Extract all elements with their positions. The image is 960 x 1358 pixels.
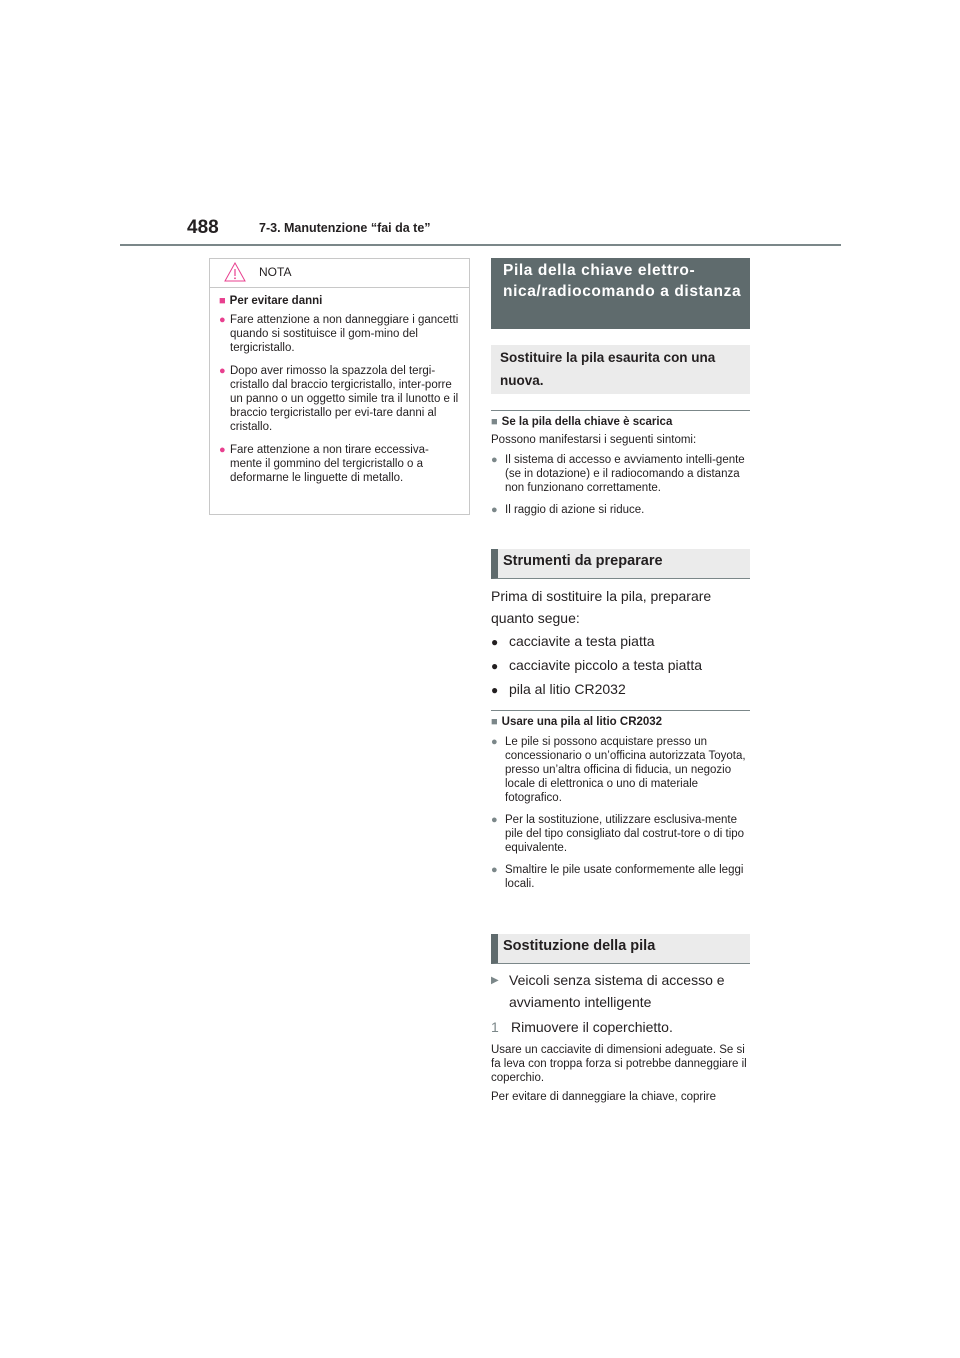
square-bullet-icon: ■ xyxy=(491,416,498,428)
arrow-icon: ▶ xyxy=(491,975,499,986)
list-item: ● Dopo aver rimosso la spazzola del tergi-cristallo dal braccio tergicristallo, inter-porre un panno o un oggetto simile tra il lunotto e il braccio tergicristallo per evi-tare danni al cristallo. xyxy=(219,365,459,433)
tools-heading: Strumenti da preparare xyxy=(491,549,750,579)
step-1: 1 Rimuovere il coperchietto. xyxy=(491,1016,750,1038)
list-item: ● Per la sostituzione, utilizzare esclusiva-mente pile del tipo consigliato dal costrut-tore o di tipo equivalente. xyxy=(491,814,745,854)
square-bullet-icon: ■ xyxy=(491,716,498,728)
step-number: 1 xyxy=(491,1019,499,1035)
lithium-info xyxy=(491,716,750,891)
warning-icon xyxy=(224,262,246,287)
bullet-icon: ● xyxy=(219,444,226,456)
bullet-icon: ● xyxy=(491,659,499,673)
tools-content xyxy=(491,585,750,701)
battery-section-heading: Pila della chiave elettro-nica/radiocomando a distanza xyxy=(491,258,750,329)
battery-summary: Sostituire la pila esaurita con una nuova. xyxy=(491,345,750,394)
info-intro: Possono manifestarsi i seguenti sintomi: xyxy=(491,434,697,446)
bullet-icon: ● xyxy=(491,504,498,516)
bullet-icon: ● xyxy=(491,864,498,876)
page-number: 488 xyxy=(187,217,219,238)
vehicle-note: ▶ Veicoli senza sistema di accesso e avviamento intelligente xyxy=(491,969,750,1013)
replacement-content xyxy=(491,969,750,1104)
list-item: ● cacciavite piccolo a testa piatta xyxy=(491,654,750,677)
list-item: ● Fare attenzione a non danneggiare i gancetti quando si sostituisce il gom-mino del tergicristallo. xyxy=(219,314,459,354)
paragraph: Per evitare di danneggiare la chiave, coprire xyxy=(491,1091,717,1103)
bullet-icon: ● xyxy=(491,454,498,466)
divider xyxy=(491,410,750,411)
low-battery-info xyxy=(491,416,750,517)
list-item: ● Fare attenzione a non tirare eccessiva-mente il gommino del tergicristallo o a deformarne le linguette di metallo. xyxy=(219,444,429,484)
bullet-icon: ● xyxy=(491,736,498,748)
list-item: ● Il sistema di accesso e avviamento intelli-gente (se in dotazione) e il radiocomando a distanza non funzionano correttamente. xyxy=(491,454,745,494)
bullet-icon: ● xyxy=(491,814,498,826)
note-box xyxy=(209,258,470,515)
replacement-heading: Sostituzione della pila xyxy=(491,934,750,964)
list-item: ● Le pile si possono acquistare presso un concessionario o un’officina autorizzata Toyota, presso un’altra officina di fiducia, un negozio locale di elettronica o uno di materiale fotografico. xyxy=(491,736,746,804)
list-item: ● Smaltire le pile usate conformemente alle leggi locali. xyxy=(491,864,744,890)
bullet-icon: ● xyxy=(491,683,499,697)
note-subtitle: ■ Per evitare danni xyxy=(219,295,323,307)
list-item: ● Il raggio di azione si riduce. xyxy=(491,504,645,516)
bullet-icon: ● xyxy=(491,635,499,649)
paragraph: Usare un cacciavite di dimensioni adeguate. Se si fa leva con troppa forza si potrebbe danneggiare il coperchio. xyxy=(491,1044,747,1084)
info-title: ■ Usare una pila al litio CR2032 xyxy=(491,716,663,728)
note-body xyxy=(210,288,469,485)
bullet-icon: ● xyxy=(219,365,226,377)
list-item: ● cacciavite a testa piatta xyxy=(491,630,750,653)
note-label: NOTA xyxy=(259,265,292,279)
bullet-icon: ● xyxy=(219,314,226,326)
section-title: 7-3. Manutenzione “fai da te” xyxy=(259,221,431,235)
tools-intro: Prima di sostituire la pila, preparare quanto segue: xyxy=(491,588,712,626)
square-bullet-icon: ■ xyxy=(219,295,226,307)
header-divider xyxy=(120,244,841,246)
list-item: ● pila al litio CR2032 xyxy=(491,678,750,701)
info-title: ■ Se la pila della chiave è scarica xyxy=(491,416,673,428)
note-header xyxy=(210,259,469,288)
divider xyxy=(491,710,750,711)
